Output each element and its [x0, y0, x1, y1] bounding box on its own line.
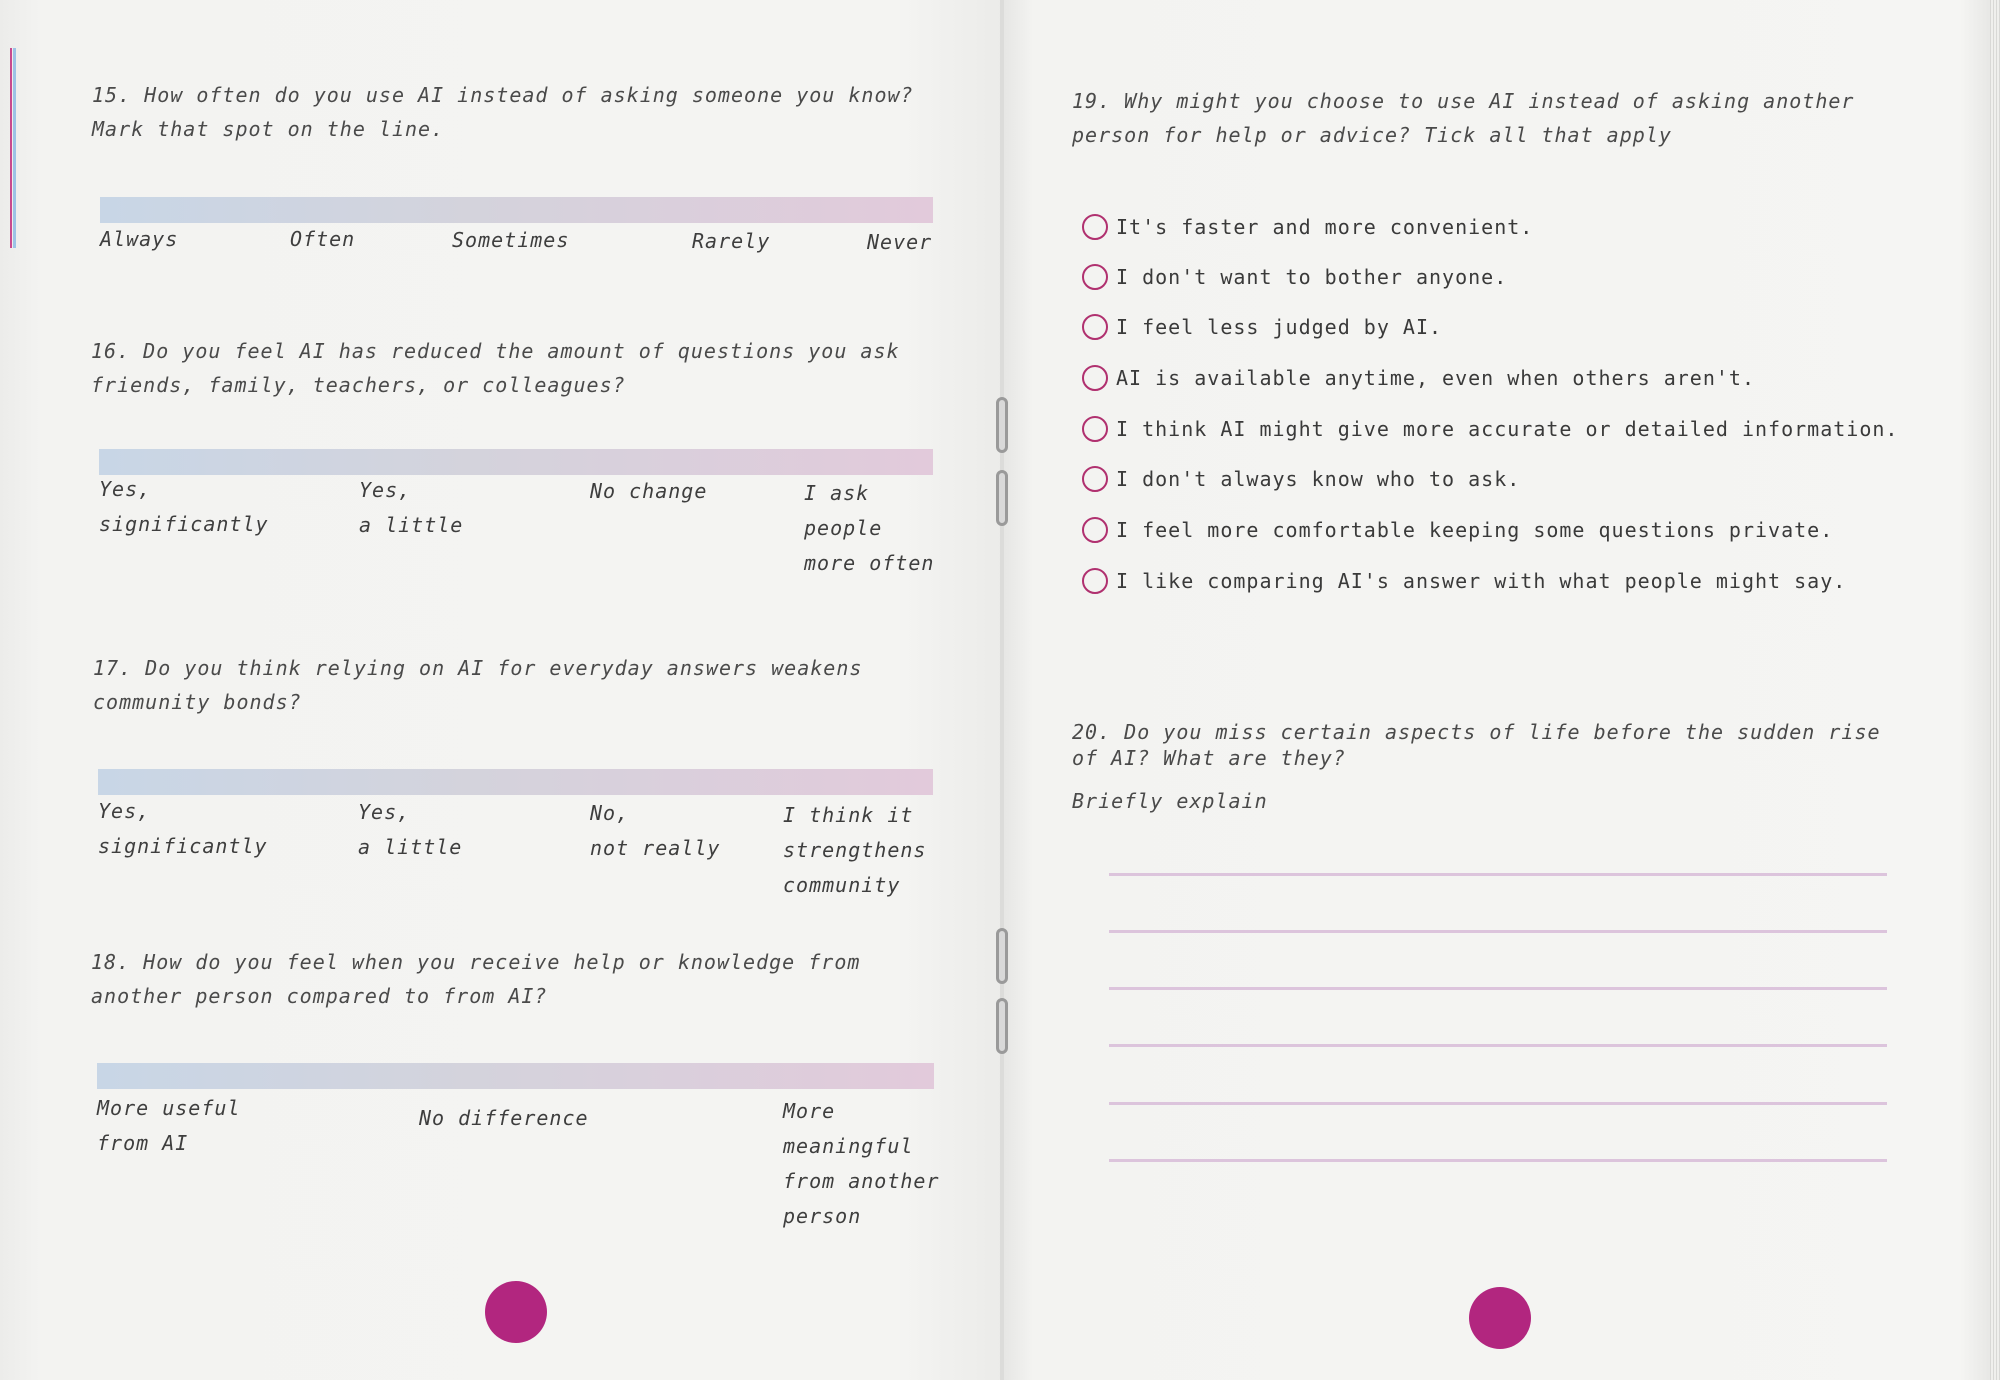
checkbox-option-who-to-ask[interactable] [1082, 461, 1520, 497]
radio-circle[interactable] [1082, 466, 1108, 492]
radio-circle[interactable] [1082, 517, 1108, 543]
scale-label-yes-a-little: Yes, a little [358, 800, 463, 859]
answer-scale-line-q17[interactable] [98, 769, 933, 795]
page-stack-edge [1990, 0, 2000, 1380]
question-15: 15. How often do you use AI instead of asking someone you know? Mark that spot on the line. [92, 83, 914, 141]
question-18: 18. How do you feel when you receive help or knowledge from another person compared to from AI? [91, 950, 861, 1008]
checkbox-option-private[interactable] [1082, 512, 1833, 548]
answer-scale-line-q18[interactable] [97, 1063, 934, 1089]
checkbox-option-comparing[interactable] [1082, 563, 1846, 599]
scale-label-no-change: No change [590, 479, 708, 503]
answer-instruction: Briefly explain [1072, 789, 1268, 813]
scale-label-yes-significantly: Yes, significantly [99, 477, 269, 536]
checkbox-option-faster[interactable] [1082, 209, 1533, 245]
radio-circle[interactable] [1082, 264, 1108, 290]
checkbox-option-available-anytime[interactable] [1082, 360, 1755, 396]
radio-circle[interactable] [1082, 568, 1108, 594]
checkbox-option-bother[interactable] [1082, 259, 1507, 295]
staple [996, 998, 1008, 1054]
option-label: I think AI might give more accurate or detailed information. [1116, 417, 1899, 441]
scale-label-never: Never [867, 230, 933, 254]
page-marker-dot [485, 1281, 547, 1343]
answer-scale-line-q15[interactable] [100, 197, 933, 223]
option-label: I don't always know who to ask. [1116, 467, 1521, 491]
question-19: 19. Why might you choose to use AI instead of asking another person for help or advice? Tick all that apply [1072, 89, 1855, 147]
answer-writing-line[interactable] [1109, 873, 1887, 876]
scale-label-rarely: Rarely [692, 229, 771, 253]
scale-label-yes-a-little: Yes, a little [359, 478, 464, 537]
radio-circle[interactable] [1082, 214, 1108, 240]
option-label: I feel more comfortable keeping some questions private. [1116, 518, 1834, 542]
option-label: I don't want to bother anyone. [1116, 265, 1508, 289]
scale-label-sometimes: Sometimes [452, 228, 570, 252]
option-label: I like comparing AI's answer with what people might say. [1116, 569, 1847, 593]
option-label: It's faster and more convenient. [1116, 215, 1534, 239]
scale-label-no-difference: No difference [419, 1106, 589, 1130]
scale-label-strengthens-community: I think it strengthens community [783, 803, 927, 897]
radio-circle[interactable] [1082, 314, 1108, 340]
answer-writing-line[interactable] [1109, 1044, 1887, 1047]
option-label: I feel less judged by AI. [1116, 315, 1443, 339]
scale-label-ask-people-more: I ask people more often [804, 481, 935, 575]
scale-label-yes-significantly: Yes, significantly [98, 799, 268, 858]
radio-circle[interactable] [1082, 365, 1108, 391]
question-16: 16. Do you feel AI has reduced the amount of questions you ask friends, family, teachers, or colleagues? [91, 339, 900, 397]
answer-writing-line[interactable] [1109, 1102, 1887, 1105]
answer-writing-line[interactable] [1109, 930, 1887, 933]
staple [996, 470, 1008, 526]
scale-label-more-useful-ai: More useful from AI [97, 1096, 241, 1155]
scale-label-no-not-really: No, not really [590, 801, 721, 860]
scale-label-often: Often [290, 227, 356, 251]
staple [996, 397, 1008, 453]
checkbox-option-more-accurate[interactable] [1082, 411, 1898, 447]
checkbox-option-less-judged[interactable] [1082, 309, 1442, 345]
scale-label-always: Always [100, 227, 179, 251]
scale-label-more-meaningful-person: More meaningful from another person [783, 1099, 940, 1228]
answer-writing-line[interactable] [1109, 987, 1887, 990]
radio-circle[interactable] [1082, 416, 1108, 442]
page-marker-dot [1469, 1287, 1531, 1349]
staple [996, 928, 1008, 984]
page-edge-color-strip [10, 48, 16, 248]
question-17: 17. Do you think relying on AI for everyday answers weakens community bonds? [93, 656, 863, 714]
book-gutter [1000, 0, 1004, 1380]
option-label: AI is available anytime, even when others aren't. [1116, 366, 1756, 390]
answer-writing-line[interactable] [1109, 1159, 1887, 1162]
question-20: 20. Do you miss certain aspects of life before the sudden rise of AI? What are they? [1072, 720, 1881, 770]
right-page [1003, 0, 2000, 1380]
